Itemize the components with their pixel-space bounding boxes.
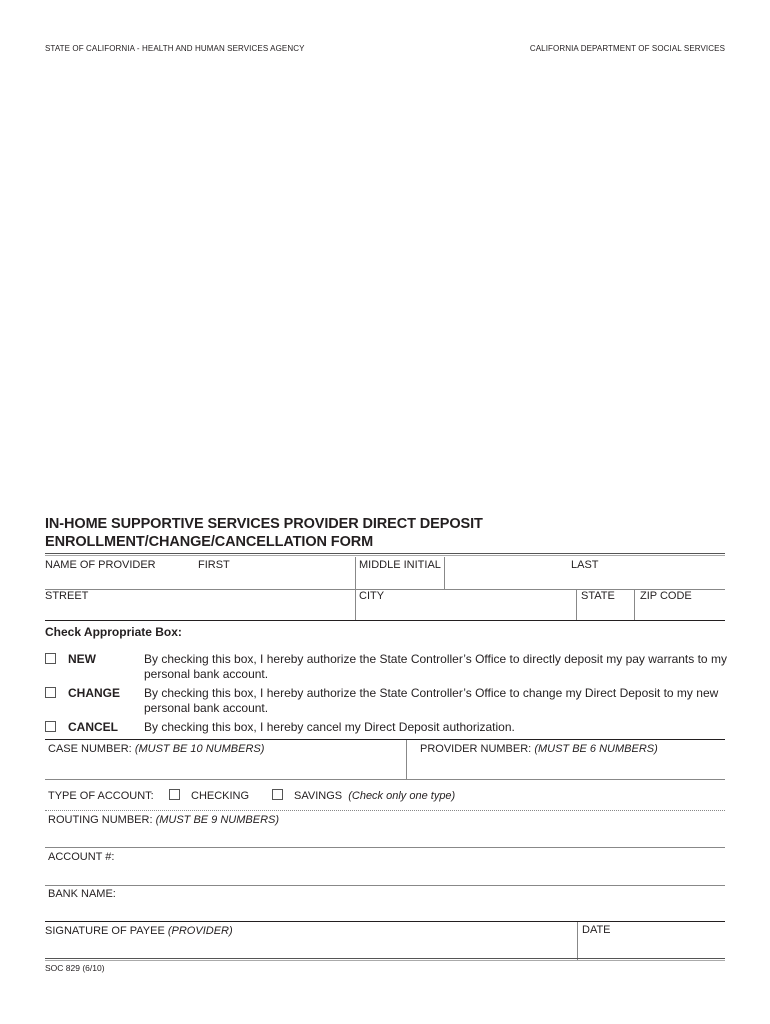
savings-checkbox[interactable] — [272, 789, 283, 800]
city-label: CITY — [359, 590, 385, 602]
address-row-rule — [45, 620, 725, 621]
title-rule — [45, 553, 725, 556]
form-id: SOC 829 (6/10) — [45, 963, 105, 973]
provider-number-hint: (MUST BE 6 NUMBERS) — [534, 743, 658, 755]
street-label: STREET — [45, 590, 89, 602]
option-new-label: NEW — [68, 652, 96, 666]
account-type-hint: (Check only one type) — [348, 790, 456, 802]
case-row-rule — [45, 779, 725, 780]
bottom-rule — [45, 958, 725, 961]
checking-checkbox[interactable] — [169, 789, 180, 800]
check-box-heading: Check Appropriate Box: — [45, 625, 182, 639]
routing-number-label — [48, 814, 279, 826]
routing-number-hint: (MUST BE 9 NUMBERS) — [155, 814, 280, 826]
account-number-label: ACCOUNT #: — [48, 851, 115, 863]
last-name-label: LAST — [571, 559, 599, 571]
option-cancel-description: By checking this box, I hereby cancel my Direct Deposit authorization. — [144, 720, 515, 734]
provider-number-text: PROVIDER NUMBER: — [420, 743, 532, 755]
case-number-hint: (MUST BE 10 NUMBERS) — [134, 743, 265, 755]
routing-number-text: ROUTING NUMBER: — [48, 814, 153, 826]
signature-hint: (PROVIDER) — [167, 925, 233, 937]
case-number-label — [48, 743, 264, 755]
signature-date-divider — [577, 922, 578, 960]
name-of-provider-label: NAME OF PROVIDER — [45, 559, 156, 571]
bank-row-rule — [45, 921, 725, 922]
case-number-text: CASE NUMBER: — [48, 743, 132, 755]
address-divider-2 — [576, 589, 577, 621]
name-divider-2 — [444, 557, 445, 589]
zip-code-label: ZIP CODE — [640, 590, 692, 602]
address-divider-1 — [355, 589, 356, 621]
option-change-description: By checking this box, I hereby authorize the State Controller’s Office to change my Direct Deposit to my new personal bank account. — [144, 686, 719, 715]
name-divider-1 — [355, 557, 356, 589]
signature-label — [45, 925, 233, 937]
form-title — [45, 515, 483, 551]
savings-text: SAVINGS — [294, 790, 343, 802]
first-name-label: FIRST — [198, 559, 230, 571]
account-type-rule — [45, 810, 725, 811]
cancel-checkbox[interactable] — [45, 721, 56, 732]
case-provider-divider — [406, 740, 407, 779]
name-row-rule — [45, 589, 725, 590]
middle-initial-label: MIDDLE INITIAL — [359, 559, 441, 571]
signature-text: SIGNATURE OF PAYEE — [45, 925, 165, 937]
date-label: DATE — [582, 924, 611, 936]
options-rule — [45, 739, 725, 740]
type-of-account-label: TYPE OF ACCOUNT: — [48, 790, 154, 802]
agency-name-right: CALIFORNIA DEPARTMENT OF SOCIAL SERVICES — [529, 44, 725, 53]
agency-name-left: STATE OF CALIFORNIA - HEALTH AND HUMAN SERVICES AGENCY — [45, 44, 305, 53]
savings-label — [294, 790, 455, 802]
new-checkbox[interactable] — [45, 653, 56, 664]
state-label: STATE — [581, 590, 615, 602]
bank-name-label: BANK NAME: — [48, 888, 116, 900]
address-divider-3 — [634, 589, 635, 621]
account-row-rule — [45, 885, 725, 886]
option-change-label: CHANGE — [68, 686, 121, 700]
checking-label: CHECKING — [191, 790, 250, 802]
change-checkbox[interactable] — [45, 687, 56, 698]
option-new-description: By checking this box, I hereby authorize the State Controller’s Office to directly deposit my pay warrants to my personal bank account. — [144, 652, 727, 681]
option-cancel-label: CANCEL — [68, 720, 118, 734]
form-title-line-1: IN-HOME SUPPORTIVE SERVICES PROVIDER DIRECT DEPOSIT — [45, 516, 483, 532]
form-title-line-2: ENROLLMENT/CHANGE/CANCELLATION FORM — [45, 534, 374, 550]
provider-number-label — [420, 743, 658, 755]
routing-row-rule — [45, 847, 725, 848]
